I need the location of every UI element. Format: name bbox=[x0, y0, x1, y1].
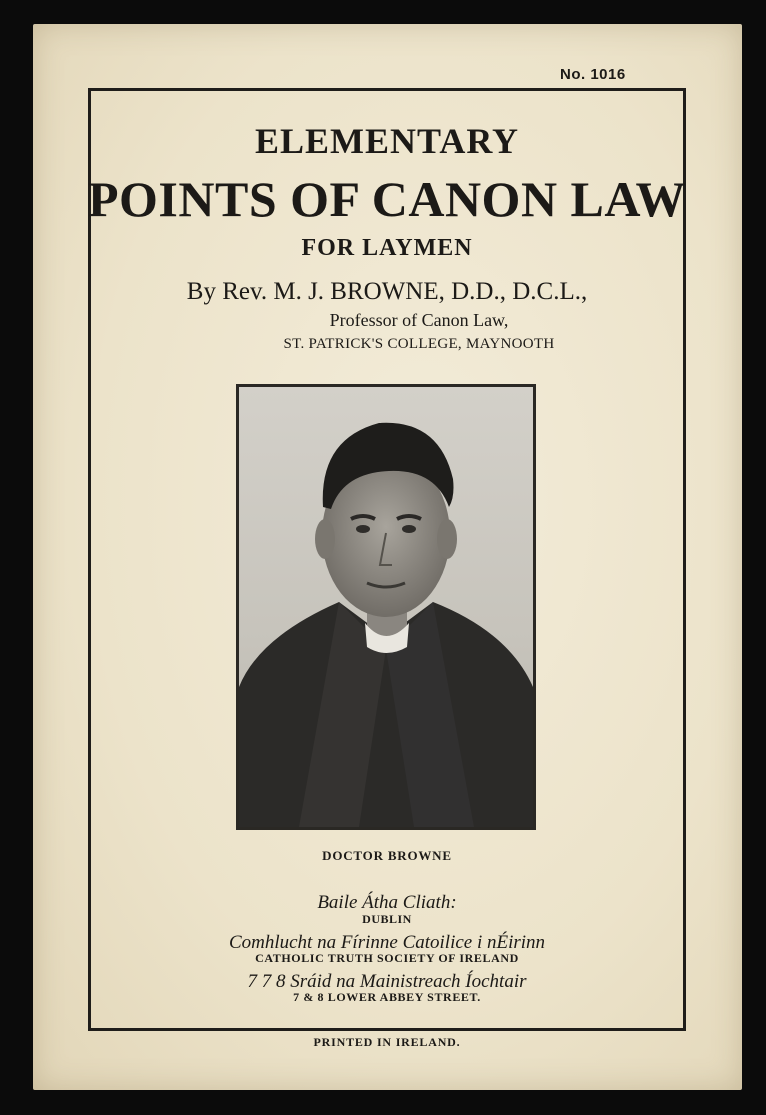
title-line-2: POINTS OF CANON LAW bbox=[88, 171, 686, 227]
portrait-illustration bbox=[239, 387, 533, 827]
publisher-city-irish: Baile Átha Cliath: bbox=[317, 892, 457, 913]
author-line: By Rev. M. J. BROWNE, D.D., D.C.L., bbox=[186, 278, 588, 305]
portrait-photo bbox=[236, 384, 536, 830]
pamphlet-number: No. 1016 bbox=[560, 66, 626, 83]
author-role: Professor of Canon Law, bbox=[329, 310, 509, 330]
publisher-address-irish: 7 7 8 Sráid na Mainistreach Íochtair bbox=[247, 971, 527, 992]
printed-in-footer: PRINTED IN IRELAND. bbox=[313, 1035, 461, 1049]
title-line-3: FOR LAYMEN bbox=[301, 235, 473, 261]
title-line-1: ELEMENTARY bbox=[254, 121, 520, 161]
publisher-society-irish: Comhlucht na Fírinne Catoilice i nÉirinn bbox=[228, 932, 546, 953]
publisher-address: 7 & 8 LOWER ABBEY STREET. bbox=[293, 990, 481, 1004]
author-college: ST. PATRICK'S COLLEGE, MAYNOOTH bbox=[283, 336, 555, 352]
photo-caption: DOCTOR BROWNE bbox=[322, 848, 452, 863]
publisher-society: CATHOLIC TRUTH SOCIETY OF IRELAND bbox=[255, 951, 519, 965]
publisher-city: DUBLIN bbox=[362, 912, 412, 926]
